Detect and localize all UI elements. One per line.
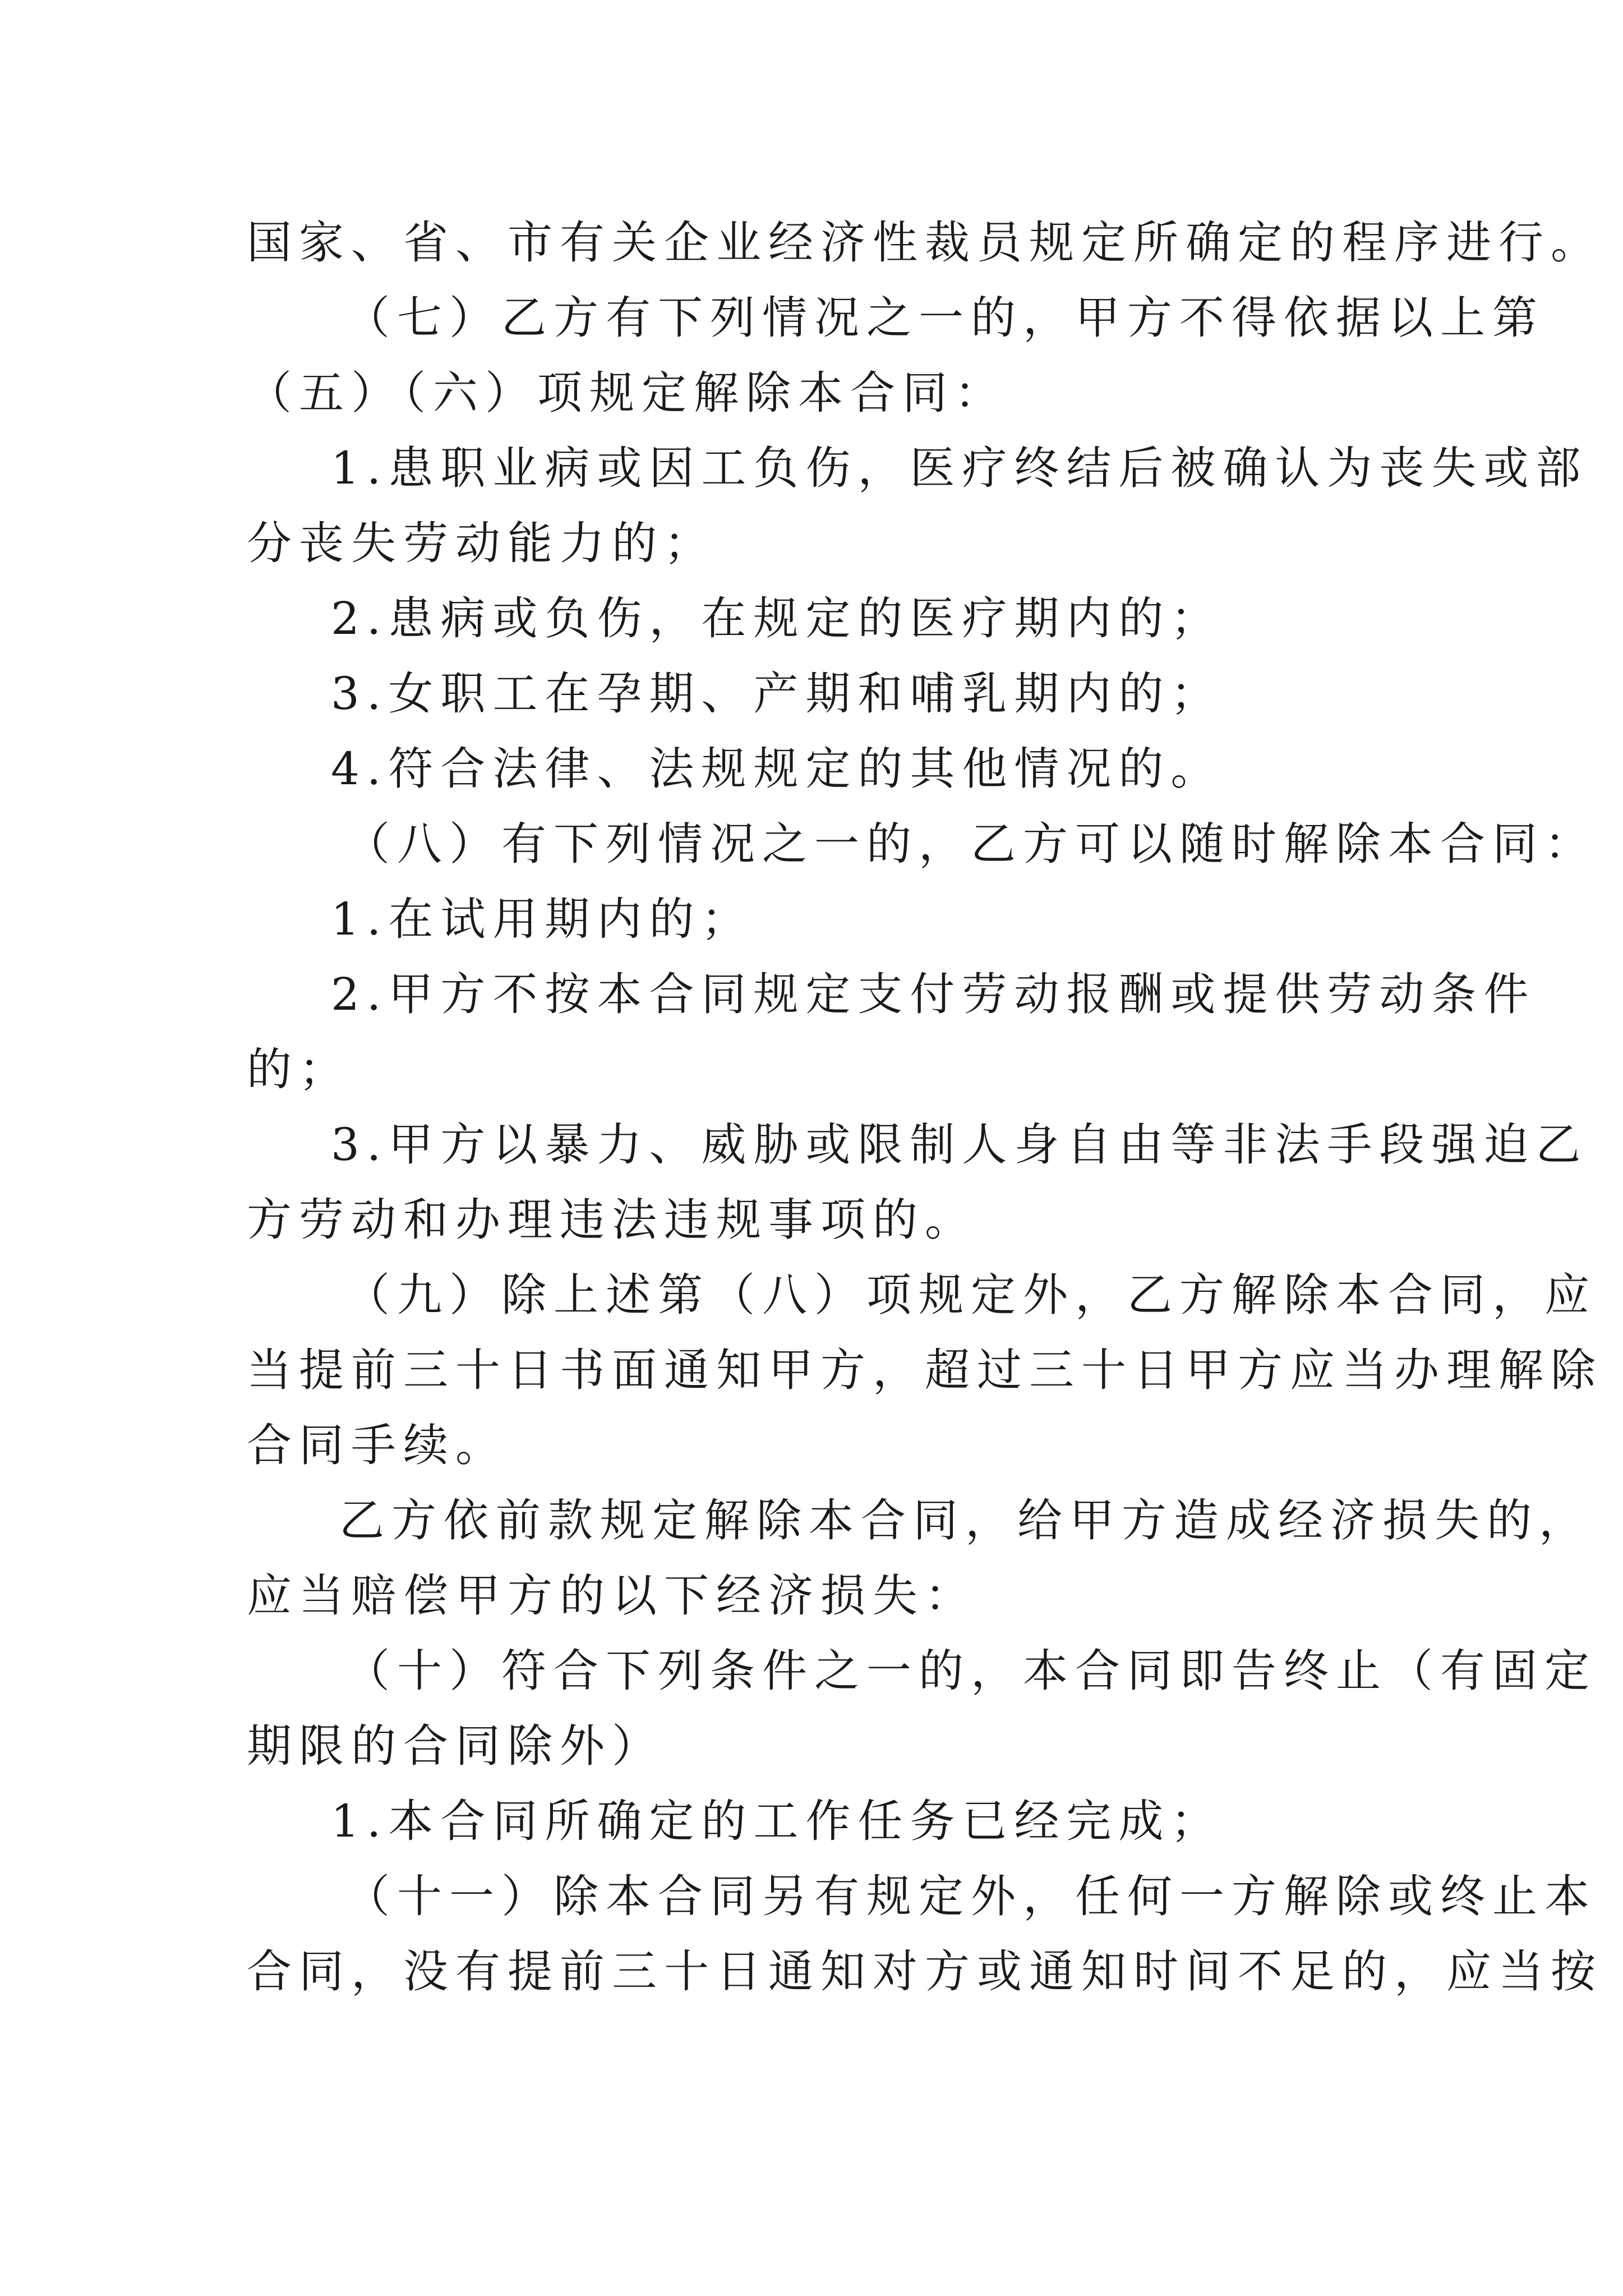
text-line: 方劳动和办理违法违规事项的。 (247, 1194, 977, 1246)
text-line: 1.本合同所确定的工作任务已经完成； (331, 1795, 1223, 1847)
text-line: 4.符合法律、法规规定的其他情况的。 (331, 743, 1223, 795)
text-line: （十一）除本合同另有规定外，任何一方解除或终止本 (345, 1870, 1597, 1922)
text-line: （九）除上述第（八）项规定外，乙方解除本合同，应 (345, 1269, 1597, 1321)
text-line: 3.女职工在孕期、产期和哺乳期内的； (331, 668, 1223, 720)
text-line: 2.甲方不按本合同规定支付劳动报酬或提供劳动条件 (331, 968, 1536, 1020)
text-line: （八）有下列情况之一的，乙方可以随时解除本合同： (345, 818, 1597, 870)
text-line: 1.在试用期内的； (331, 893, 754, 945)
text-line: 应当赔偿甲方的以下经济损失： (247, 1570, 977, 1622)
text-line: 期限的合同除外） (247, 1720, 664, 1772)
text-line: （十）符合下列条件之一的，本合同即告终止（有固定 (345, 1645, 1597, 1697)
text-line: 当提前三十日书面通知甲方，超过三十日甲方应当办理解除 (247, 1344, 1603, 1396)
text-line: 国家、省、市有关企业经济性裁员规定所确定的程序进行。 (247, 217, 1603, 269)
text-line: 3.甲方以暴力、威胁或限制人身自由等非法手段强迫乙 (331, 1119, 1588, 1171)
text-line: 合同，没有提前三十日通知对方或通知时间不足的，应当按 (247, 1945, 1603, 1998)
text-line: （七）乙方有下列情况之一的，甲方不得依据以上第 (345, 292, 1544, 344)
text-line: （五）（六）项规定解除本合同： (247, 367, 1007, 419)
text-line: 1.患职业病或因工负伤，医疗终结后被确认为丧失或部 (331, 442, 1588, 494)
text-line: 2.患病或负伤，在规定的医疗期内的； (331, 592, 1223, 645)
text-line: 的； (247, 1043, 351, 1096)
text-line: 乙方依前款规定解除本合同，给甲方造成经济损失的， (339, 1494, 1591, 1547)
text-line: 分丧失劳动能力的； (247, 517, 716, 569)
text-line: 合同手续。 (247, 1419, 508, 1471)
